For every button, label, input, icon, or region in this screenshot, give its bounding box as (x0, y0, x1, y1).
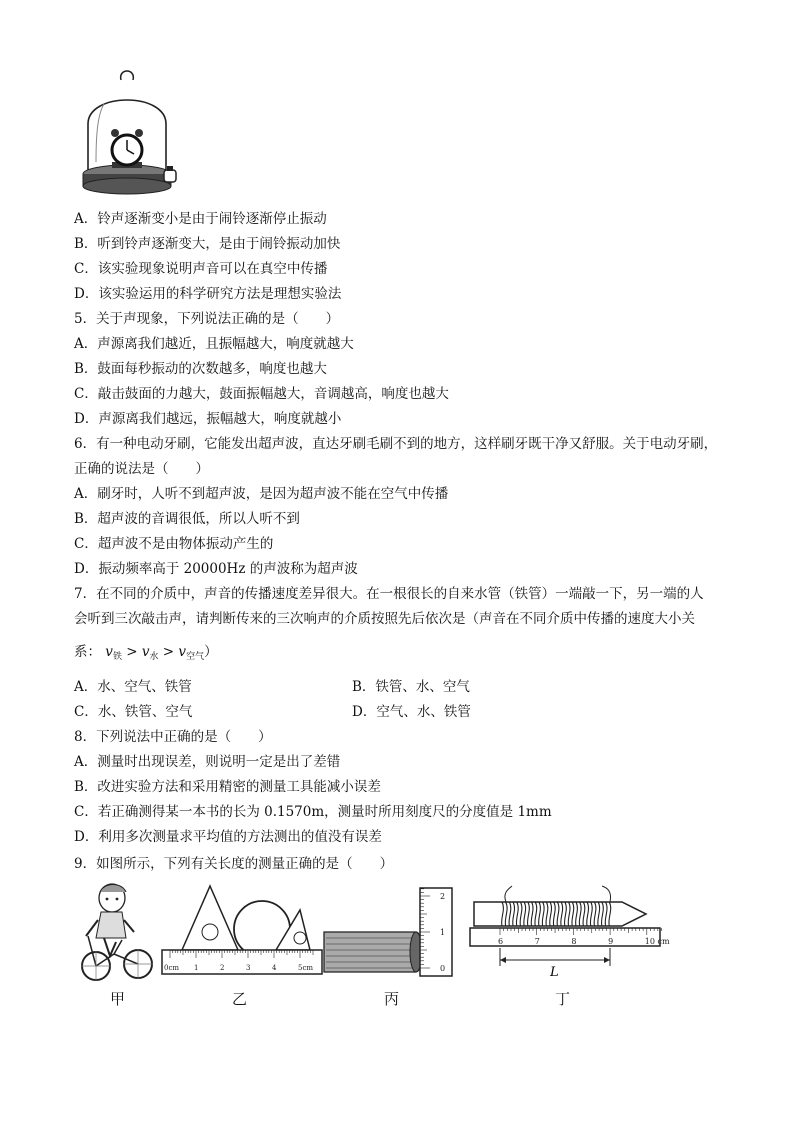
ruler-yi-label: 2 (220, 964, 225, 972)
formula-v-air: v (178, 644, 187, 660)
formula-gt-1: > (121, 644, 142, 660)
q8-option-a: A．测量时出现误差，则说明一定是出了差错 (74, 754, 341, 770)
coil-pencil-ruler-figure (462, 884, 670, 980)
ruler-yi-label: 0cm (164, 964, 180, 972)
caption-jia: 甲 (110, 990, 126, 1008)
q4-option-d: D．该实验运用的科学研究方法是理想实验法 (74, 286, 342, 302)
formula-sub-air: 空气 (186, 652, 205, 662)
ruler-yi-label: 5cm (298, 964, 314, 972)
formula-v-iron: v (105, 644, 113, 660)
q6-option-c: C．超声波不是由物体振动产生的 (74, 536, 274, 552)
q7-option-d: D．空气、水、铁管 (352, 704, 471, 720)
bell-jar-figure (74, 62, 186, 200)
ruler-ding-label: 7 (534, 937, 540, 946)
q8-option-b: B．改进实验方法和采用精密的测量工具能减小误差 (74, 779, 381, 795)
formula-sub-water: 水 (149, 652, 159, 662)
q8-stem: 8．下列说法中正确的是（ ） (74, 729, 272, 745)
q4-option-a: A．铃声逐渐变小是由于闹铃逐渐停止振动 (74, 211, 327, 227)
caption-yi: 乙 (232, 990, 248, 1008)
ruler-ding-label: 6 (498, 937, 504, 946)
ruler-ding-label: 8 (571, 937, 577, 946)
ruler-ding-label: 9 (608, 937, 614, 946)
q8-option-d: D．利用多次测量求平均值的方法测出的值没有误差 (74, 829, 382, 845)
ruler-ding-label: 10 cm (644, 937, 670, 946)
q7-option-a: A．水、空气、铁管 (74, 679, 192, 695)
caption-ding: 丁 (555, 990, 571, 1008)
ruler-yi-label: 1 (194, 964, 199, 972)
q7-stem-line1: 7．在不同的介质中，声音的传播速度差异很大。在一根很长的自来水管（铁管）一端敲一下，另一端的人 (74, 586, 704, 602)
q6-option-b: B．超声波的音调很低，所以人听不到 (74, 511, 300, 527)
q7-speed-formula (74, 643, 218, 666)
ruler-yi-label: 3 (246, 964, 251, 972)
q7-stem-line2: 会听到三次敲击声，请判断传来的三次响声的介质按照先后依次是（声音在不同介质中传播的速度大小关 (74, 611, 695, 627)
q5-option-a: A．声源离我们越近，且振幅越大，响度就越大 (74, 336, 354, 352)
q6-stem-line2: 正确的说法是（ ） (74, 461, 209, 477)
ruler-bing-label: 1 (440, 928, 446, 937)
q7-option-c: C．水、铁管、空气 (74, 704, 193, 720)
formula-prefix: 系： (74, 644, 101, 660)
q8-option-c: C．若正确测得某一本书的长为 0.1570m，测量时所用刻度尺的分度值是 1mm (74, 804, 552, 820)
ruler-bing-label: 0 (440, 964, 446, 973)
ruler-circle-figure (160, 880, 324, 978)
q5-option-b: B．鼓面每秒振动的次数越多，响度也越大 (74, 361, 327, 377)
q4-option-c: C．该实验现象说明声音可以在真空中传播 (74, 261, 328, 277)
q9-stem: 9．如图所示，下列有关长度的测量正确的是（ ） (74, 856, 394, 872)
caption-bing: 丙 (384, 990, 400, 1008)
ruler-bing-label: 2 (440, 892, 446, 901)
q6-option-d: D．振动频率高于 20000Hz 的声波称为超声波 (74, 561, 358, 577)
length-label: L (550, 965, 559, 980)
q5-option-d: D．声源离我们越远，振幅越大，响度就越小 (74, 411, 342, 427)
q5-option-c: C．敲击鼓面的力越大，鼓面振幅越大，音调越高，响度也越大 (74, 386, 449, 402)
q7-option-b: B．铁管、水、空气 (352, 679, 470, 695)
formula-v-water: v (141, 644, 150, 660)
formula-suffix: ） (204, 644, 218, 660)
q4-option-b: B．听到铃声逐渐变大，是由于闹铃振动加快 (74, 236, 341, 252)
q6-option-a: A．刷牙时，人听不到超声波，是因为超声波不能在空气中传播 (74, 486, 449, 502)
formula-sub-iron: 铁 (112, 652, 122, 662)
formula-gt-2: > (158, 644, 179, 660)
vertical-ruler-figure (320, 882, 460, 978)
boy-bicycle-figure (76, 880, 156, 984)
q5-stem: 5．关于声现象，下列说法正确的是（ ） (74, 311, 340, 327)
ruler-yi-label: 4 (272, 964, 277, 972)
q6-stem-line1: 6．有一种电动牙刷，它能发出超声波，直达牙刷毛刷不到的地方，这样刷牙既干净又舒服。关于电动牙刷， (74, 436, 718, 452)
